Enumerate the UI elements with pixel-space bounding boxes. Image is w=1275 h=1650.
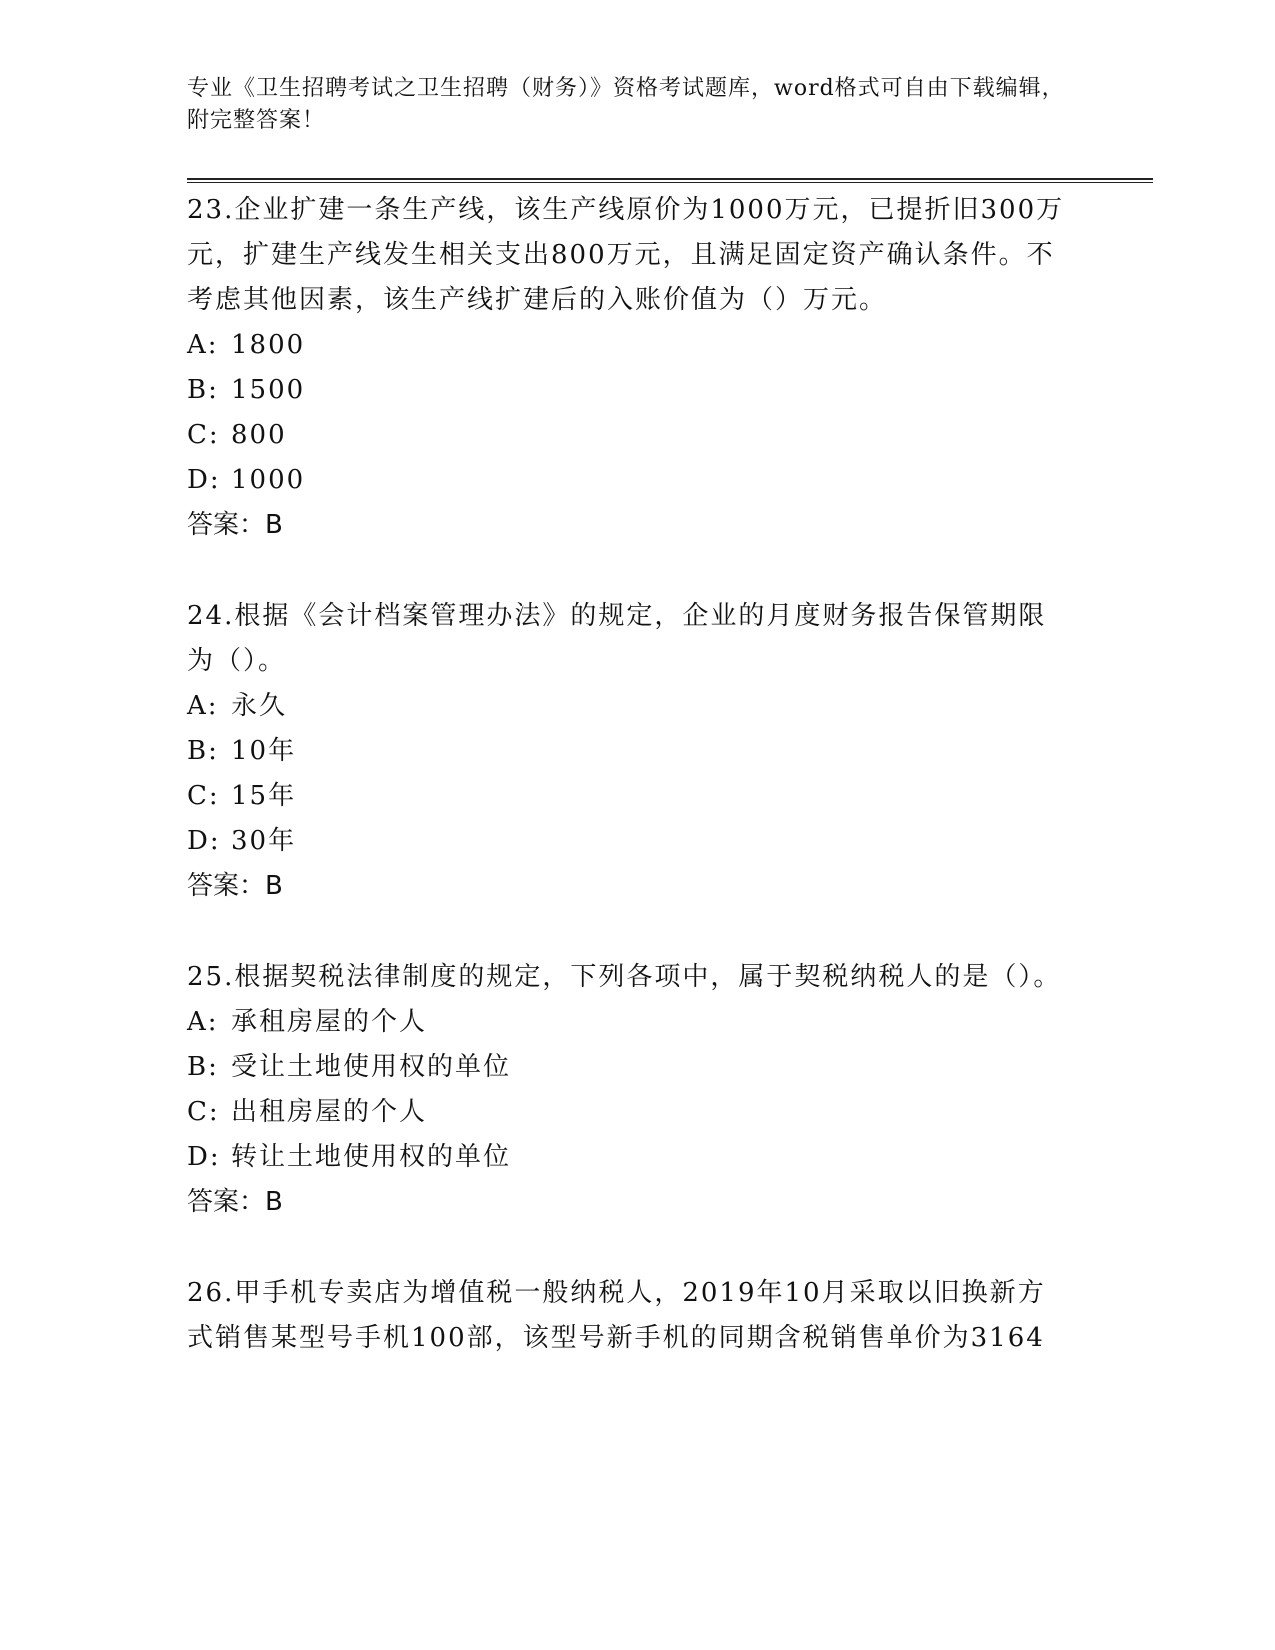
option-a (187, 323, 1067, 368)
option-key: B: (187, 1052, 219, 1082)
spacer (187, 909, 1067, 955)
option-text: 15年 (231, 781, 297, 811)
option-key: A: (187, 691, 219, 721)
question-26 (187, 1271, 1067, 1361)
option-key: D: (187, 465, 221, 495)
option-key: A: (187, 1007, 219, 1037)
option-c (187, 774, 1067, 819)
option-text: 30年 (231, 826, 297, 856)
option-d (187, 819, 1067, 864)
option-text: 永久 (231, 691, 288, 721)
option-key: D: (187, 1142, 221, 1172)
option-text: 承租房屋的个人 (231, 1007, 428, 1037)
question-stem: 23.企业扩建一条生产线，该生产线原价为1000万元，已提折旧300万元，扩建生产线发生相关支出800万元，且满足固定资产确认条件。不考虑其他因素，该生产线扩建后的入账价值为（）万元。 (187, 195, 1065, 315)
option-b (187, 1045, 1067, 1090)
answer-line: 答案：B (187, 871, 283, 901)
question-24 (187, 594, 1067, 909)
option-b (187, 729, 1067, 774)
option-text: 800 (231, 420, 287, 450)
option-c (187, 1090, 1067, 1135)
question-23 (187, 188, 1067, 548)
option-text: 10年 (231, 736, 297, 766)
option-key: C: (187, 1097, 220, 1127)
option-key: C: (187, 781, 220, 811)
option-text: 出租房屋的个人 (231, 1097, 428, 1127)
answer-line: 答案：B (187, 510, 283, 540)
answer-line: 答案：B (187, 1187, 283, 1217)
document-header: 专业《卫生招聘考试之卫生招聘（财务）》资格考试题库，word格式可自由下载编辑，附完整答案！ (187, 76, 1065, 133)
option-key: C: (187, 420, 220, 450)
option-text: 1500 (231, 375, 306, 405)
option-text: 受让土地使用权的单位 (231, 1052, 512, 1082)
option-c (187, 413, 1067, 458)
header-divider (187, 178, 1153, 180)
option-key: B: (187, 736, 219, 766)
option-b (187, 368, 1067, 413)
option-key: A: (187, 330, 219, 360)
option-a (187, 684, 1067, 729)
spacer (187, 1225, 1067, 1271)
option-text: 1800 (231, 330, 306, 360)
option-key: D: (187, 826, 221, 856)
option-key: B: (187, 375, 219, 405)
header-divider-thin (187, 182, 1153, 183)
question-stem: 25.根据契税法律制度的规定，下列各项中，属于契税纳税人的是（）。 (187, 962, 1062, 992)
option-text: 1000 (231, 465, 306, 495)
option-a (187, 1000, 1067, 1045)
option-text: 转让土地使用权的单位 (231, 1142, 512, 1172)
question-25 (187, 955, 1067, 1225)
question-stem: 24.根据《会计档案管理办法》的规定，企业的月度财务报告保管期限为（）。 (187, 601, 1047, 676)
option-d (187, 1135, 1067, 1180)
question-list (187, 188, 1067, 1361)
spacer (187, 548, 1067, 594)
option-d (187, 458, 1067, 503)
question-stem: 26.甲手机专卖店为增值税一般纳税人，2019年10月采取以旧换新方式销售某型号手机100部，该型号新手机的同期含税销售单价为3164 (187, 1278, 1046, 1353)
